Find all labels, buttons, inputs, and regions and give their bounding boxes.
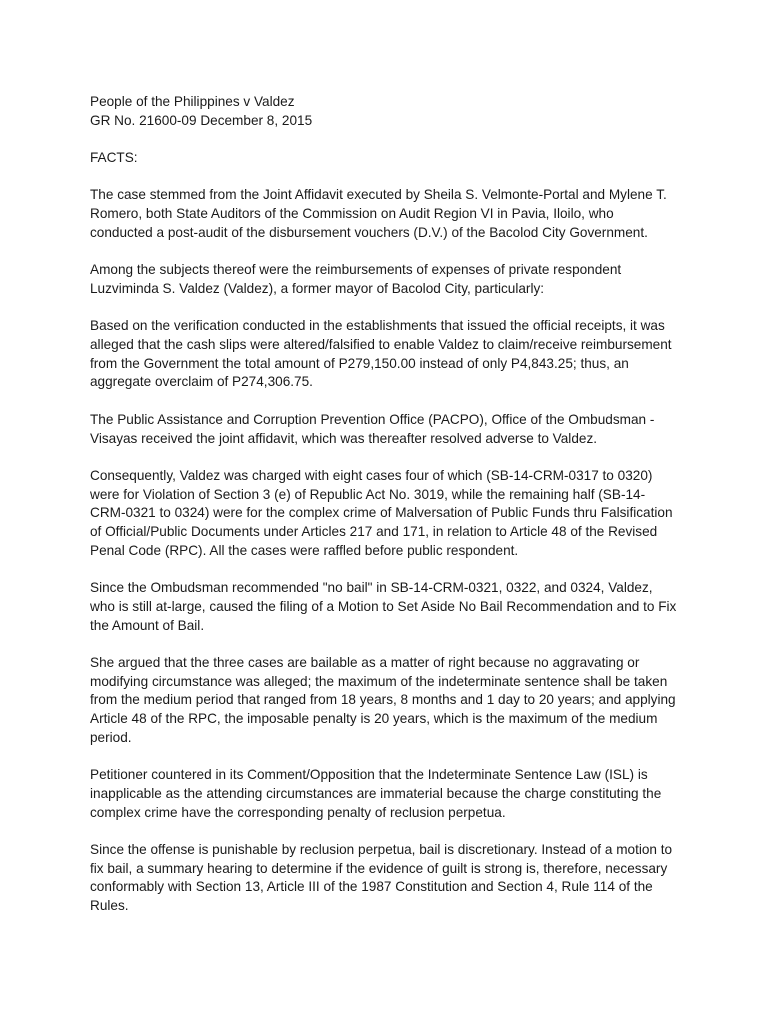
paragraph-joint-affidavit: The case stemmed from the Joint Affidavit executed by Sheila S. Velmonte-Portal and Mylene T. Romero, both State Auditors of the Commission on Audit Region VI in Pavia, Iloilo, who conducted a post-audit of the disbursement vouchers (D.V.) of the Bacolod City Government. xyxy=(90,187,667,240)
paragraph-opposition: Petitioner countered in its Comment/Opposition that the Indeterminate Sentence Law (ISL) is inapplicable as the attending circumstances are immaterial because the charge constituting the complex crime have the corresponding penalty of reclusion perpetua. xyxy=(90,767,662,820)
case-title: People of the Philippines v Valdez xyxy=(90,94,295,109)
case-header xyxy=(90,93,680,130)
paragraph-reimbursements: Among the subjects thereof were the reimbursements of expenses of private respondent Luzviminda S. Valdez (Valdez), a former mayor of Bacolod City, particularly: xyxy=(90,262,622,296)
paragraph-pacpo: The Public Assistance and Corruption Prevention Office (PACPO), Office of the Ombudsman - Visayas received the joint affidavit, which was thereafter resolved adverse to Valdez. xyxy=(90,411,655,446)
document-body xyxy=(90,93,680,934)
paragraph-charges: Consequently, Valdez was charged with eight cases four of which (SB-14-CRM-0317 to 0320) were for Violation of Section 3 (e) of Republic Act No. 3019, while the remaining half (SB-14-CRM-0321 to 0324) were for the complex crime of Malversation of Public Funds thru Falsification of Official/Public Documents under Articles 217 and 171, in relation to Article 48 of the Revised Penal Code (RPC). All the cases were raffled before public respondent. xyxy=(90,467,673,558)
paragraph-verification: Based on the verification conducted in the establishments that issued the official receipts, it was alleged that the cash slips were altered/falsified to enable Valdez to claim/receive reimbursement from the Government the total amount of P279,150.00 instead of only P4,843.25; thus, an aggregate overclaim of P274,306.75. xyxy=(90,318,672,390)
paragraph-discretionary-bail: Since the offense is punishable by reclusion perpetua, bail is discretionary. Instead of a motion to fix bail, a summary hearing to determine if the evidence of guilt is strong is, therefore, necessary conformably with Section 13, Article III of the 1987 Constitution and Section 4, Rule 114 of the Rules. xyxy=(90,841,673,914)
paragraph-argument: She argued that the three cases are bailable as a matter of right because no aggravating or modifying circumstance was alleged; the maximum of the indeterminate sentence shall be taken from the medium period that ranged from 18 years, 8 months and 1 day to 20 years; and applying Article 48 of the RPC, the imposable penalty is 20 years, which is the maximum of the medium period. xyxy=(90,654,676,745)
case-number: GR No. 21600-09 December 8, 2015 xyxy=(90,112,313,128)
section-heading: FACTS: xyxy=(90,150,138,166)
paragraph-no-bail: Since the Ombudsman recommended "no bail" in SB-14-CRM-0321, 0322, and 0324, Valdez, who is still at-large, caused the filing of a Motion to Set Aside No Bail Recommendation and to Fix the Amount of Bail. xyxy=(90,580,677,633)
